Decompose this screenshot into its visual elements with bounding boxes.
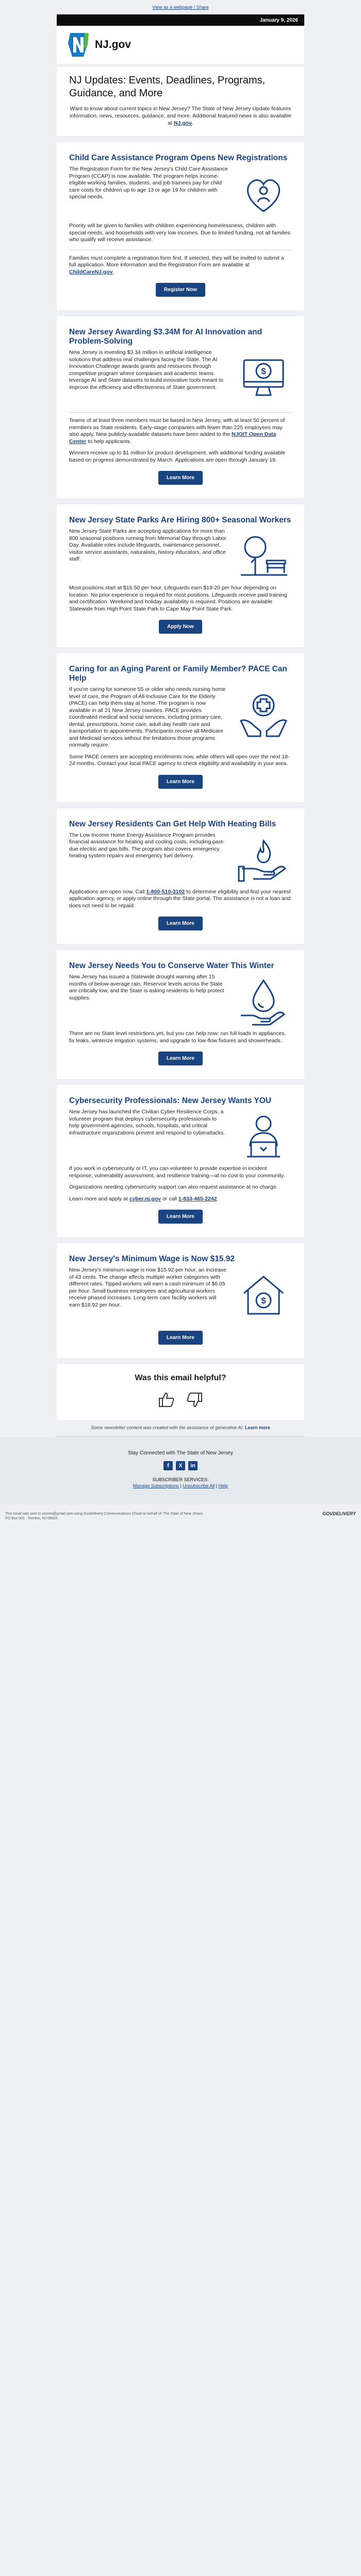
- divider: [69, 412, 292, 413]
- separator: |: [216, 1483, 219, 1488]
- card-title[interactable]: New Jersey's Minimum Wage is Now $15.92: [69, 1255, 235, 1263]
- card-minimum-wage: [57, 1243, 304, 1358]
- intro-section: [57, 67, 304, 136]
- card-paragraph: If you work in cybersecurity or IT, you can volunteer to provide expertise in incident response, vulnerability assessment, and resilience training—at no cost to your community.: [69, 1165, 285, 1179]
- monitor-dollar-icon: [235, 349, 292, 406]
- card-paragraph: [69, 417, 292, 445]
- card-text: to help applicants.: [86, 438, 132, 445]
- card-text: Learn more and apply at: [69, 1195, 129, 1202]
- learn-more-button[interactable]: Learn More: [158, 1052, 203, 1065]
- card-paragraph: Most positions start at $16.50 per hour. Lifeguards earn $19-20 per hour depending on location. No prior experience is required for most positions. Lifeguards receive paid training and certification. Weekend and holiday availability is required. Positions are available Statewide from High Point State Park to Cape May Point State Park.: [69, 585, 287, 612]
- learn-more-button[interactable]: Learn More: [158, 471, 203, 485]
- water-drop-hand-icon: [235, 974, 292, 1030]
- learn-more-button[interactable]: Learn More: [158, 775, 203, 789]
- card-paragraph: New Jersey is investing $3.34 million in artificial intelligence solutions that address real challenges facing the State. The AI Innovation Challenge awards grants and resources through competitive program where companies and academic teams leverage AI and State datasets to build innovative tools meant to improve the efficiency and effectiveness of State government.: [69, 349, 223, 391]
- card-cybersecurity: [57, 1085, 304, 1237]
- card-text: Applications are open now. Call: [69, 888, 146, 895]
- register-now-button[interactable]: Register Now: [156, 283, 205, 297]
- card-paragraph: Some PACE centers are accepting enrollments now, while others will open over the next 18-24 months. Contact your local PACE agency to check eligibility and availability in your area.: [69, 753, 290, 767]
- card-paragraph: New Jersey has launched the Civilian Cyber Resilience Corps, a volunteer program that deploys cybersecurity professionals to help government agencies, schools, hospitals, and critical infrastructure organizations prevent and respond to cyberattacks.: [69, 1109, 225, 1136]
- person-laptop-icon: [235, 1109, 292, 1165]
- subscriber-services: [0, 1477, 361, 1489]
- card-title[interactable]: New Jersey Awarding $3.34M for AI Innovation and Problem-Solving: [69, 328, 262, 346]
- card-paragraph: Priority will be given to families with children experiencing homelessness, children with special needs, and households with very low incomes. Due to limited funding, not all families who qualify will receive assistance.: [69, 223, 290, 243]
- view-as-webpage-link[interactable]: View as a webpage / Share: [152, 5, 209, 10]
- brand-header: [57, 26, 304, 64]
- cyber-nj-link[interactable]: cyber.nj.gov: [129, 1195, 161, 1202]
- card-paragraph: New Jersey's minimum wage is now $15.92 per hour, an increase of 43 cents. The change affects multiple worker categories with different rates. Tipped workers will earn a cash minimum of $6.05 per hour. Small business employees and agricultural workers receive phased increases. Long-term care facility workers will earn $18.92 per hour.: [69, 1267, 226, 1308]
- card-paragraph: [69, 889, 292, 910]
- card-title[interactable]: Child Care Assistance Program Opens New Registrations: [69, 154, 288, 162]
- card-text: to determine eligibility and find your nearest application agency, or apply online through the State portal. The assistance is not a loan and does not need to be repaid.: [69, 888, 291, 909]
- ai-disclaimer: [57, 1420, 304, 1437]
- manage-subscriptions-link[interactable]: Manage Subscriptions: [133, 1483, 179, 1488]
- intro-body: Want to know about current topics in New Jersey? The State of New Jersey Update features information, news, resources, guidance, and more. Additional featured news is also available at: [69, 106, 292, 126]
- park-tree-bench-icon: [235, 528, 292, 585]
- child-care-heart-icon: [235, 166, 292, 223]
- learn-more-button[interactable]: Learn More: [158, 917, 203, 930]
- brand-name: NJ.gov: [95, 39, 132, 50]
- card-conserve-water: [57, 950, 304, 1079]
- social-links: [0, 1461, 361, 1470]
- card-paragraph: New Jersey State Parks are accepting applications for more than 800 seasonal positions running from Memorial Day through Labor Day. Available roles include lifeguards, maintenance personnel, visitor service assistants, naturalists, history educators, and office staff.: [69, 528, 226, 562]
- card-pace: [57, 653, 304, 802]
- card-paragraph: If you're caring for someone 55 or older who needs nursing home level of care, the Program of All-Inclusive Care for the Elderly (PACE) can help them stay at home. The program is now available in all 21 New Jersey counties. PACE provides coordinated medical and social services, including primary care, dental, prescriptions, home care, adult day health care and transportation to appointments. Participants receive all Medicare and Medicaid services without the limitations those programs normally require.: [69, 686, 226, 748]
- intro-tail: .: [191, 120, 193, 126]
- hand-flame-icon: [235, 832, 292, 889]
- phone-link[interactable]: 1-800-510-3102: [146, 888, 185, 895]
- stay-connected-text: Stay Connected with The State of New Jersey: [128, 1450, 233, 1456]
- help-link[interactable]: Help: [218, 1483, 228, 1488]
- legal-address: PO Box 001 · Trenton, NJ 08625: [5, 1517, 58, 1520]
- njgov-link[interactable]: NJ.gov: [173, 120, 192, 126]
- date-label: January 9, 2026: [259, 17, 298, 23]
- apply-now-button[interactable]: Apply Now: [159, 620, 202, 634]
- svg-text:$: $: [261, 366, 266, 376]
- page-title: NJ Updates: Events, Deadlines, Programs, Guidance, and More: [69, 75, 266, 99]
- card-ai-innovation: [57, 316, 304, 498]
- thumbs-up-icon[interactable]: [157, 1390, 176, 1410]
- card-title[interactable]: Cybersecurity Professionals: New Jersey Wants YOU: [69, 1096, 271, 1105]
- house-dollar-icon: [235, 1267, 292, 1324]
- card-paragraph: Organizations needing cybersecurity support can also request assistance at no charge.: [69, 1184, 278, 1190]
- card-paragraph: [69, 255, 292, 276]
- feedback-section: [57, 1364, 304, 1420]
- childcarenj-link[interactable]: ChildCareNJ.gov: [69, 268, 113, 275]
- card-title[interactable]: New Jersey State Parks Are Hiring 800+ Seasonal Workers: [69, 516, 291, 524]
- govdelivery-logo[interactable]: GOVDELIVERY: [322, 1511, 356, 1516]
- card-state-parks: [57, 504, 304, 647]
- legal-line: This email was sent to xxxxxx@gmail.com using GovDelivery Communications Cloud on behalf of: The State of New Jersey: [5, 1512, 203, 1516]
- subscriber-services-title: SUBSCRIBER SERVICES:: [152, 1477, 209, 1482]
- learn-more-button[interactable]: Learn More: [158, 1210, 203, 1224]
- card-paragraph: The Registration Form for the New Jersey's Child Care Assistance Program (CCAP) is now available. The program helps income-eligible working families, students, and job trainees pay for child care costs for children up to age 13 or age 19 for children with special needs.: [69, 166, 228, 200]
- card-title[interactable]: New Jersey Needs You to Conserve Water This Winter: [69, 961, 274, 970]
- footer: [0, 1437, 361, 1504]
- card-paragraph: The Low Income Home Energy Assistance Program provides financial assistance for heating and cooling costs, including past-due electric and gas bills. The program also covers emergency heating system repairs and emergency fuel delivery.: [69, 832, 225, 859]
- learn-more-link[interactable]: Learn more: [244, 1425, 270, 1430]
- svg-text:$: $: [261, 1296, 266, 1306]
- legal-text: [5, 1512, 203, 1521]
- feedback-title: Was this email helpful?: [135, 1374, 226, 1382]
- hands-medical-cross-icon: [235, 686, 292, 743]
- intro-text: [69, 105, 292, 127]
- date-bar: [57, 14, 304, 26]
- card-title[interactable]: Caring for an Aging Parent or Family Member? PACE Can Help: [69, 665, 287, 683]
- learn-more-button[interactable]: Learn More: [158, 1331, 203, 1345]
- card-text: Families must complete a registration form first. If selected, they will be invited to submit a full application. More information and the Registration Form are available at: [69, 255, 284, 268]
- view-as-webpage-bar: [0, 0, 361, 14]
- legal-bar: [0, 1504, 361, 1528]
- linkedin-icon[interactable]: in: [188, 1461, 198, 1470]
- facebook-icon[interactable]: f: [163, 1461, 173, 1470]
- njoit-open-data-link[interactable]: NJOIT Open Data Center: [69, 431, 276, 445]
- disclaimer-text: Some newsletter content was created with the assistance of generative AI.: [91, 1425, 245, 1430]
- email-container: [57, 14, 304, 1437]
- card-title[interactable]: New Jersey Residents Can Get Help With Heating Bills: [69, 819, 276, 828]
- x-icon[interactable]: X: [176, 1461, 185, 1470]
- card-text: .: [112, 268, 114, 275]
- cyber-phone-link[interactable]: 1-833-465-2242: [178, 1195, 217, 1202]
- card-heating-bills: [57, 808, 304, 944]
- card-child-care: [57, 142, 304, 310]
- separator: |: [180, 1483, 183, 1488]
- card-paragraph: [69, 1196, 292, 1203]
- card-paragraph: Winners receive up to $1 million for product development, with additional funding available based on progress demonstrated by March. Applications are open through January 19.: [69, 450, 286, 463]
- card-paragraph: There are no State level restrictions yet, but you can help now: run full loads in appliances, fix leaks, winterize irrigation systems, and upgrade to low-flow fixtures and showerheads.: [69, 1030, 286, 1044]
- card-text: .: [217, 1195, 219, 1202]
- unsubscribe-all-link[interactable]: Unsubscribe All: [183, 1483, 215, 1488]
- card-text: or call: [161, 1195, 178, 1202]
- card-paragraph: New Jersey has issued a Statewide drought warning after 15 months of below-average rain. Reservoir levels across the State are critically low, and the State is asking residents to help protect supplies.: [69, 974, 224, 1001]
- nj-logo-icon: [65, 31, 91, 59]
- thumbs-down-icon[interactable]: [185, 1390, 204, 1410]
- card-text: Teams of at least three members must be based in New Jersey, with at least 50 percent of members as State residents. Early-stage companies with fewer than 225 employees may also apply. New publicly-available datasets have been added to the: [69, 417, 285, 437]
